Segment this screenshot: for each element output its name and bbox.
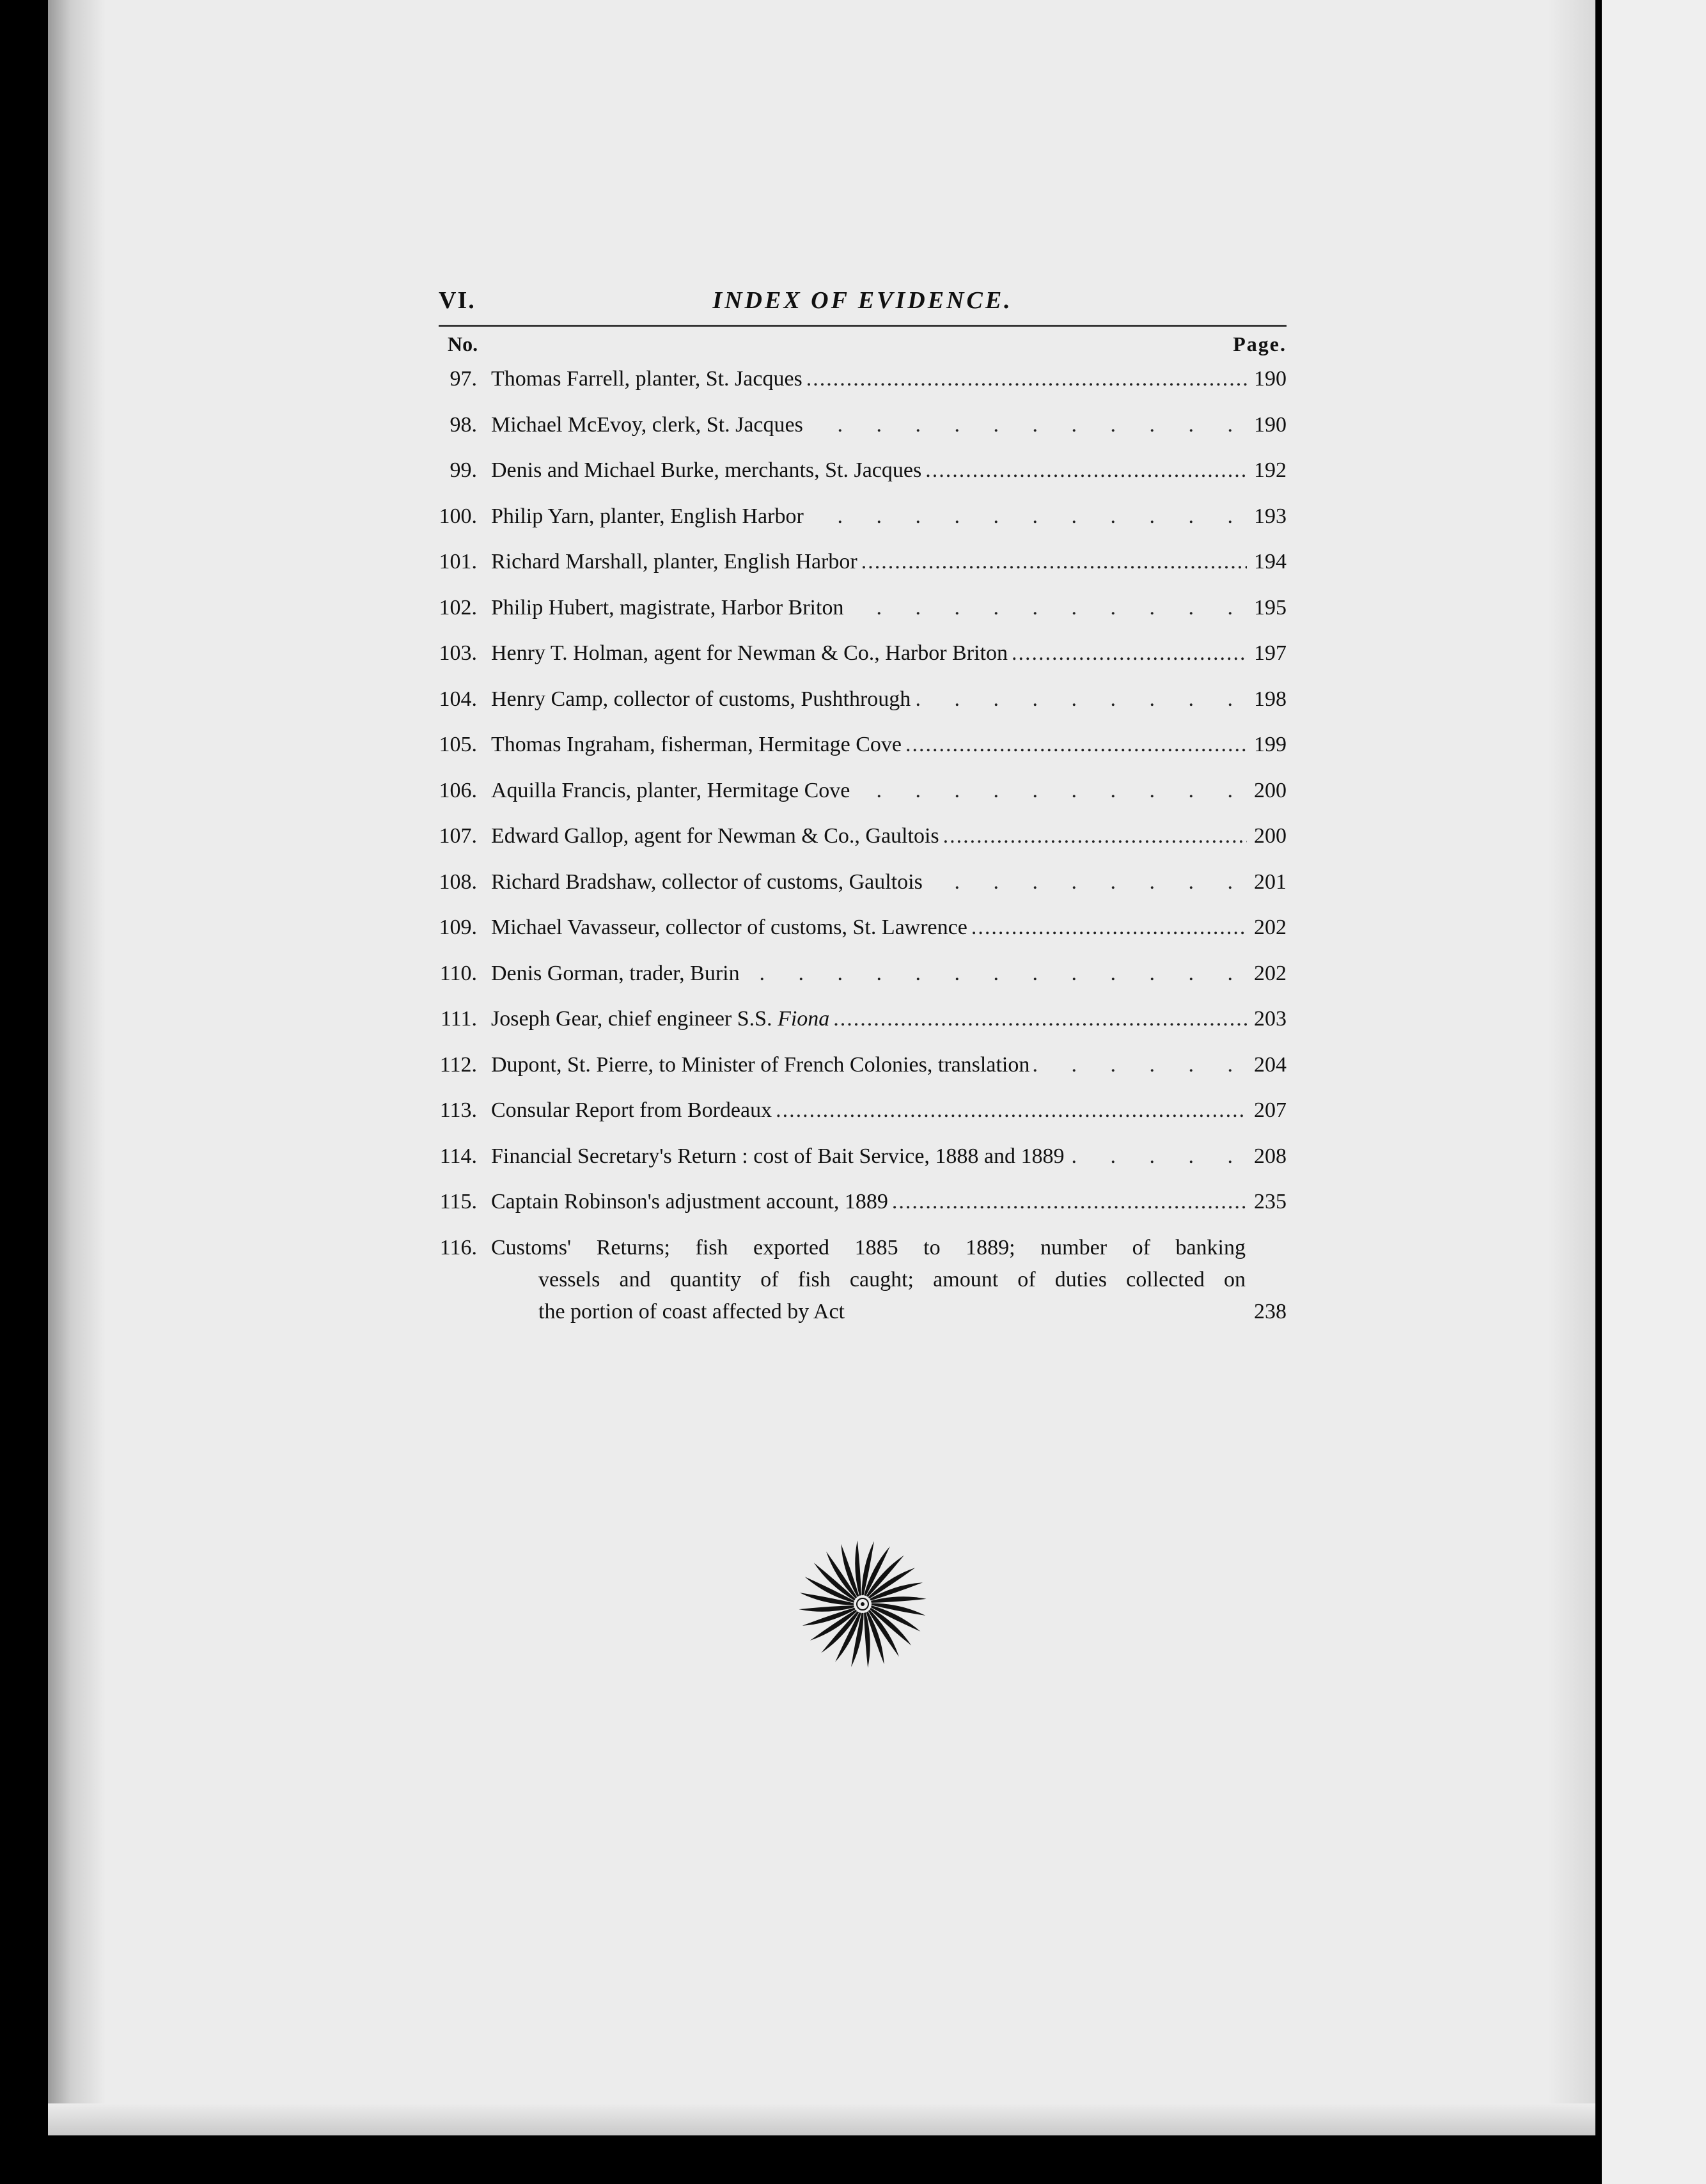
index-entry xyxy=(432,1186,1287,1232)
entry-number: 112. xyxy=(439,1052,477,1077)
entry-number: 110. xyxy=(439,961,477,985)
index-entry xyxy=(432,1003,1287,1049)
index-entry xyxy=(432,912,1287,958)
folio-number: VI. xyxy=(439,287,476,314)
entry-page: 207 xyxy=(1254,1098,1287,1122)
index-entry xyxy=(432,866,1287,912)
index-entry xyxy=(432,501,1287,547)
entry-page: 193 xyxy=(1254,504,1287,528)
dot-leader xyxy=(744,958,1247,990)
index-entry xyxy=(432,592,1287,638)
entry-number: 109. xyxy=(439,916,477,939)
dot-leader xyxy=(1068,1141,1247,1173)
index-entry xyxy=(432,775,1287,821)
dot-leader xyxy=(847,592,1247,624)
index-entry xyxy=(432,729,1287,775)
entry-title: Henry Camp, collector of customs, Pushthrough xyxy=(491,687,911,711)
dot-leader xyxy=(892,1186,1247,1218)
dot-leader xyxy=(807,409,1247,441)
index-entry xyxy=(432,637,1287,683)
entry-title: Dupont, St. Pierre, to Minister of French Colonies, translation xyxy=(491,1052,1030,1077)
entry-title: Henry T. Holman, agent for Newman & Co., Harbor Briton xyxy=(491,641,1008,665)
entry-number: 103. xyxy=(439,641,477,665)
entry-number: 98. xyxy=(450,412,477,437)
entry-number: 104. xyxy=(439,687,477,711)
index-entry xyxy=(432,455,1287,501)
entry-number: 100. xyxy=(439,504,477,528)
entry-page: 190 xyxy=(1254,412,1287,437)
entry-number: 107. xyxy=(439,824,477,848)
entry-title: Denis and Michael Burke, merchants, St. Jacques xyxy=(491,458,922,482)
entry-title: Richard Marshall, planter, English Harbor xyxy=(491,550,857,573)
dot-leader xyxy=(833,1003,1247,1035)
column-headings xyxy=(448,332,1287,364)
entry-title-line-2: vessels and quantity of fish caught; amount of duties collected on xyxy=(538,1267,1246,1291)
entry-page: 199 xyxy=(1254,733,1287,756)
entry-number: 111. xyxy=(441,1007,477,1031)
dot-leader xyxy=(905,729,1247,761)
page-bottom-edge xyxy=(48,2103,1595,2135)
entry-page: 200 xyxy=(1254,824,1287,848)
header-rule xyxy=(439,325,1287,327)
page-header xyxy=(439,286,1287,325)
index-entry xyxy=(432,546,1287,592)
entry-title: Captain Robinson's adjustment account, 1889 xyxy=(491,1190,888,1213)
entry-title: the portion of coast affected by Act xyxy=(538,1299,845,1323)
entry-title: Denis Gorman, trader, Burin xyxy=(491,961,740,985)
entry-number: 108. xyxy=(439,870,477,894)
dot-leader xyxy=(776,1095,1247,1127)
entry-title: Consular Report from Bordeaux xyxy=(491,1098,772,1122)
entry-title: Philip Hubert, magistrate, Harbor Briton xyxy=(491,595,844,620)
entry-number: 114. xyxy=(439,1144,477,1168)
entry-title-line-3 xyxy=(538,1296,1287,1328)
entry-page: 204 xyxy=(1254,1052,1287,1077)
running-title: INDEX OF EVIDENCE. xyxy=(712,287,1013,314)
index-list xyxy=(432,363,1287,1323)
dot-leader xyxy=(1012,637,1247,669)
dot-leader xyxy=(927,866,1247,898)
index-entry xyxy=(432,683,1287,729)
entry-title: Richard Bradshaw, collector of customs, Gaultois xyxy=(491,870,923,894)
index-entry xyxy=(432,409,1287,455)
entry-page: 195 xyxy=(1254,595,1287,620)
entry-number: 101. xyxy=(439,550,477,573)
index-entry xyxy=(432,958,1287,1004)
entry-page: 198 xyxy=(1254,687,1287,711)
entry-page: 238 xyxy=(1254,1299,1287,1323)
column-heading-no: No. xyxy=(448,332,478,355)
dot-leader xyxy=(808,501,1247,533)
entry-number: 97. xyxy=(450,367,477,391)
entry-number: 115. xyxy=(439,1190,477,1213)
ship-name: Fiona xyxy=(778,1007,830,1031)
entry-title: Thomas Farrell, planter, St. Jacques xyxy=(491,367,802,391)
entry-page: 235 xyxy=(1254,1190,1287,1213)
ornament-center-dot xyxy=(861,1602,865,1606)
entry-title-text: Joseph Gear, chief engineer S.S. xyxy=(491,1007,772,1031)
entry-title: Edward Gallop, agent for Newman & Co., Gaultois xyxy=(491,824,939,848)
entry-title: Financial Secretary's Return : cost of Bait Service, 1888 and 1889 xyxy=(491,1144,1065,1168)
entry-number: 99. xyxy=(450,458,477,482)
entry-page: 201 xyxy=(1254,870,1287,894)
dot-leader xyxy=(806,363,1247,395)
entry-page: 190 xyxy=(1254,367,1287,391)
entry-number: 116. xyxy=(439,1235,477,1260)
entry-page: 202 xyxy=(1254,961,1287,985)
dot-leader xyxy=(943,820,1247,852)
entry-title: Michael McEvoy, clerk, St. Jacques xyxy=(491,412,803,437)
dot-leader xyxy=(914,683,1247,715)
entry-number: 105. xyxy=(439,733,477,756)
page-gap xyxy=(1595,0,1602,2184)
entry-title: Thomas Ingraham, fisherman, Hermitage Cove xyxy=(491,733,902,756)
entry-page: 208 xyxy=(1254,1144,1287,1168)
dot-leader xyxy=(854,775,1247,807)
entry-number: 106. xyxy=(439,778,477,802)
sunburst-ornament-icon xyxy=(795,1537,930,1671)
entry-title: Aquilla Francis, planter, Hermitage Cove xyxy=(491,778,850,802)
entry-page: 192 xyxy=(1254,458,1287,482)
dot-leader xyxy=(861,546,1247,578)
index-entry xyxy=(432,820,1287,866)
dot-leader xyxy=(1033,1049,1247,1081)
column-heading-page: Page. xyxy=(1233,332,1287,355)
spine-shadow xyxy=(48,0,106,2135)
page-edge-shadow xyxy=(1547,0,1595,2135)
dot-leader xyxy=(925,455,1247,487)
entry-page: 202 xyxy=(1254,916,1287,939)
entry-title: Michael Vavasseur, collector of customs, St. Lawrence xyxy=(491,916,967,939)
next-page-edge xyxy=(1602,0,1706,2184)
index-entry xyxy=(432,1049,1287,1095)
entry-number: 102. xyxy=(439,595,477,620)
entry-page: 200 xyxy=(1254,778,1287,802)
entry-number: 113. xyxy=(439,1098,477,1122)
entry-title xyxy=(491,1003,829,1035)
entry-title: Philip Yarn, planter, English Harbor xyxy=(491,504,804,528)
index-entry xyxy=(432,1141,1287,1187)
entry-page: 203 xyxy=(1254,1007,1287,1031)
dot-leader xyxy=(971,912,1247,944)
entry-title-line-1: Customs' Returns; fish exported 1885 to 1889; number of banking xyxy=(491,1235,1246,1260)
entry-page: 197 xyxy=(1254,641,1287,665)
entry-page: 194 xyxy=(1254,550,1287,573)
index-entry xyxy=(432,363,1287,409)
index-entry xyxy=(432,1095,1287,1141)
